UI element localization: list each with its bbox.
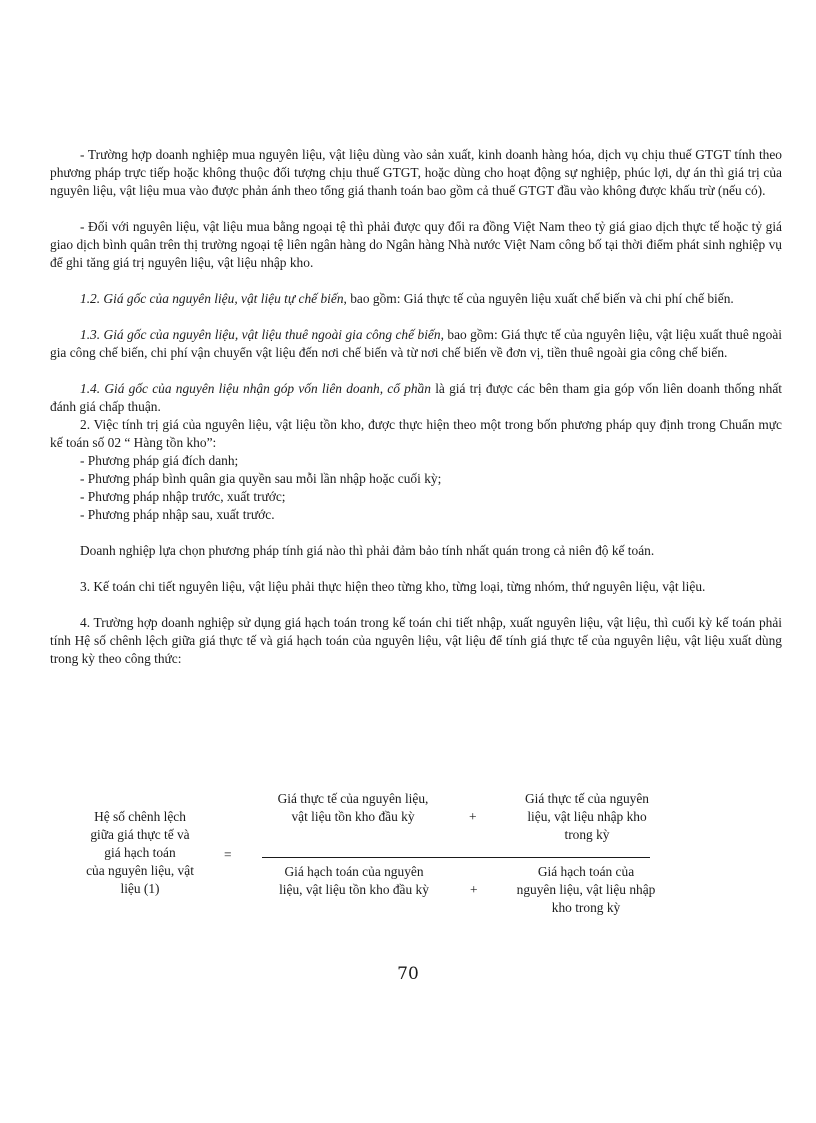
paragraph-self-processed-cost <box>50 290 782 308</box>
formula-left-line: của nguyên liệu, vật <box>86 863 194 878</box>
denominator-1-line: liệu, vật liệu tồn kho đầu kỳ <box>279 882 429 897</box>
paragraph-vat-direct-method: - Trường hợp doanh nghiệp mua nguyên liệu, vật liệu dùng vào sản xuất, kinh doanh hàng hóa, dịch vụ chịu thuế GTGT tính theo phương pháp trực tiếp hoặc không thuộc đối tượng chịu thuế GTGT, hoặc dùng cho hoạt động sự nghiệp, phúc lợi, dự án thì giá trị của nguyên liệu, vật liệu mua vào được phản ánh theo tổng giá thanh toán bao gồm cả thuế GTGT đầu vào không được khấu trừ (nếu có). <box>50 147 782 198</box>
numerator-term-2 <box>502 790 672 844</box>
fraction-bar <box>262 857 650 858</box>
formula-left-side <box>70 808 210 898</box>
page-number: 70 <box>397 964 419 984</box>
denominator-2-line: kho trong kỳ <box>551 900 621 915</box>
numerator-term-1 <box>258 790 448 826</box>
numerator-plus-sign: + <box>469 809 477 824</box>
numerator-1-line: vật liệu tồn kho đầu kỳ <box>291 809 415 824</box>
denominator-plus-sign: + <box>470 882 478 897</box>
formula-left-line: giữa giá thực tế và <box>90 827 190 842</box>
paragraph-planned-price: 4. Trường hợp doanh nghiệp sử dụng giá hạch toán trong kế toán chi tiết nhập, xuất nguyên liệu, vật liệu, thì cuối kỳ kế toán phải tính Hệ số chênh lệch giữa giá thực tế và giá hạch toán của nguyên liệu, vật liệu để tính giá thực tế của nguyên liệu, vật liệu xuất dùng trong kỳ theo công thức: <box>50 615 782 666</box>
coefficient-formula <box>50 790 782 925</box>
denominator-2-line: Giá hạch toán của <box>537 864 635 879</box>
method-item: - Phương pháp nhập sau, xuất trước. <box>80 507 275 522</box>
denominator-term-2 <box>494 863 678 917</box>
heading-1-3: 1.3. Giá gốc của nguyên liệu, vật liệu thuê ngoài gia công chế biến <box>80 327 441 342</box>
denominator-term-1 <box>256 863 452 899</box>
paragraph-1-3-text: , bao gồm: Giá thực tế của nguyên liệu, vật liệu xuất thuê ngoài gia công chế biến, chi phí vận chuyển vật liệu đến nơi chế biến và từ nơi chế biến về đơn vị, tiền thuê ngoài gia công chế biến. <box>50 327 782 360</box>
method-item: - Phương pháp nhập trước, xuất trước; <box>80 489 286 504</box>
method-item: - Phương pháp giá đích danh; <box>80 453 239 468</box>
denominator-2-line: nguyên liệu, vật liệu nhập <box>516 882 656 897</box>
numerator-2-line: Giá thực tế của nguyên <box>524 791 649 806</box>
method-item: - Phương pháp bình quân gia quyền sau mỗi lần nhập hoặc cuối kỳ; <box>80 471 442 486</box>
paragraph-detail-accounting: 3. Kế toán chi tiết nguyên liệu, vật liệu phải thực hiện theo từng kho, từng loại, từng nhóm, thứ nguyên liệu, vật liệu. <box>80 579 706 594</box>
paragraph-valuation-methods: 2. Việc tính trị giá của nguyên liệu, vật liệu tồn kho, được thực hiện theo một trong bốn phương pháp quy định trong Chuẩn mực kế toán số 02 “ Hàng tồn kho”: <box>50 417 782 450</box>
paragraph-outsourced-cost <box>50 326 782 362</box>
numerator-2-line: liệu, vật liệu nhập kho <box>527 809 647 824</box>
paragraph-1-2-text: , bao gồm: Giá thực tế của nguyên liệu xuất chế biến và chi phí chế biến. <box>343 291 734 306</box>
paragraph-contributed-capital <box>50 380 782 416</box>
formula-left-line: liệu (1) <box>120 881 160 896</box>
paragraph-1-4-text: là giá trị được các bên tham gia góp vốn liên doanh thống nhất đánh giá chấp thuận. <box>50 381 782 414</box>
paragraph-consistency: Doanh nghiệp lựa chọn phương pháp tính giá nào thì phải đảm bảo tính nhất quán trong cả niên độ kế toán. <box>80 543 655 558</box>
formula-left-line: Hệ số chênh lệch <box>94 809 186 824</box>
formula-left-line: giá hạch toán <box>104 845 176 860</box>
paragraph-foreign-currency: - Đối với nguyên liệu, vật liệu mua bằng ngoại tệ thì phải được quy đổi ra đồng Việt Nam theo tỷ giá giao dịch thực tế hoặc tỷ giá giao dịch bình quân trên thị trường ngoại tệ liên ngân hàng do Ngân hàng Nhà nước Việt Nam công bố tại thời điểm phát sinh nghiệp vụ để ghi tăng giá trị nguyên liệu, vật liệu nhập kho. <box>50 219 782 270</box>
equals-sign: = <box>224 847 232 862</box>
heading-1-4: 1.4. Giá gốc của nguyên liệu nhận góp vốn liên doanh, cổ phần <box>80 381 431 396</box>
numerator-2-line: trong kỳ <box>564 827 610 842</box>
numerator-1-line: Giá thực tế của nguyên liệu, <box>277 791 429 806</box>
denominator-1-line: Giá hạch toán của nguyên <box>284 864 424 879</box>
body-text <box>50 146 782 668</box>
heading-1-2: 1.2. Giá gốc của nguyên liệu, vật liệu tự chế biến <box>80 291 344 306</box>
